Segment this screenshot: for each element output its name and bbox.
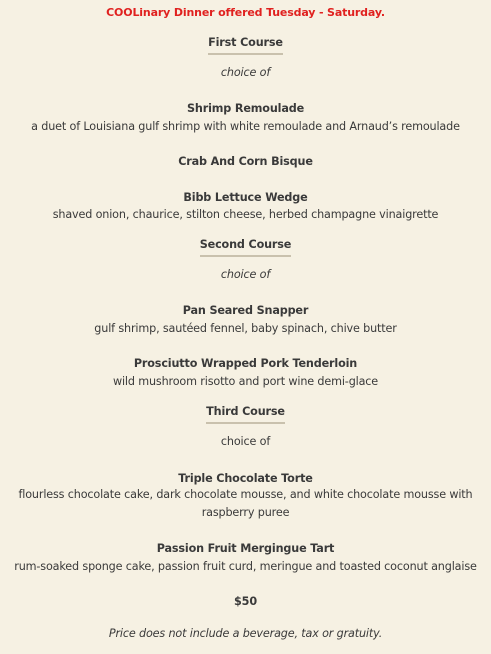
dish-desc-pan-seared-snapper: gulf shrimp, sautéed fennel, baby spinach, chive butter — [94, 322, 397, 335]
dish-desc-pork-tenderloin: wild mushroom risotto and port wine demi-glace — [112, 375, 379, 388]
coolinary-notice: COOLinary Dinner offered Tuesday - Saturday. — [106, 6, 385, 19]
third-course-title: Third Course — [206, 405, 285, 424]
dish-desc-triple-chocolate-torte: flourless chocolate cake, dark chocolate mousse, and white chocolate mousse with raspberry puree — [18, 488, 473, 519]
dish-name-bibb-lettuce-wedge: Bibb Lettuce Wedge — [183, 191, 308, 204]
dish-name-triple-chocolate-torte: Triple Chocolate Torte — [178, 472, 313, 485]
second-course-title: Second Course — [200, 238, 292, 257]
menu-price: $50 — [234, 595, 257, 608]
dish-desc-bibb-lettuce-wedge: shaved onion, chaurice, stilton cheese, herbed champagne vinaigrette — [52, 208, 439, 221]
second-course-heading — [0, 238, 491, 257]
first-course-heading — [0, 36, 491, 55]
dish-desc-passion-fruit-tart: rum-soaked sponge cake, passion fruit curd, meringue and toasted coconut anglaise — [14, 560, 477, 573]
first-course-title: First Course — [208, 36, 283, 55]
dish-name-passion-fruit-tart: Passion Fruit Mergingue Tart — [156, 542, 335, 555]
dish-desc-shrimp-remoulade: a duet of Louisiana gulf shrimp with white remoulade and Arnaud’s remoulade — [31, 120, 460, 133]
dish-name-crab-corn-bisque: Crab And Corn Bisque — [178, 155, 313, 168]
dish-name-pork-tenderloin: Prosciutto Wrapped Pork Tenderloin — [133, 357, 358, 370]
second-course-choice: choice of — [220, 268, 271, 281]
dish-name-pan-seared-snapper: Pan Seared Snapper — [182, 304, 309, 317]
price-disclaimer: Price does not include a beverage, tax or gratuity. — [108, 627, 383, 640]
third-course-choice: choice of — [220, 435, 271, 448]
third-course-heading — [0, 405, 491, 424]
dish-name-shrimp-remoulade: Shrimp Remoulade — [186, 102, 305, 115]
first-course-choice: choice of — [220, 66, 271, 79]
